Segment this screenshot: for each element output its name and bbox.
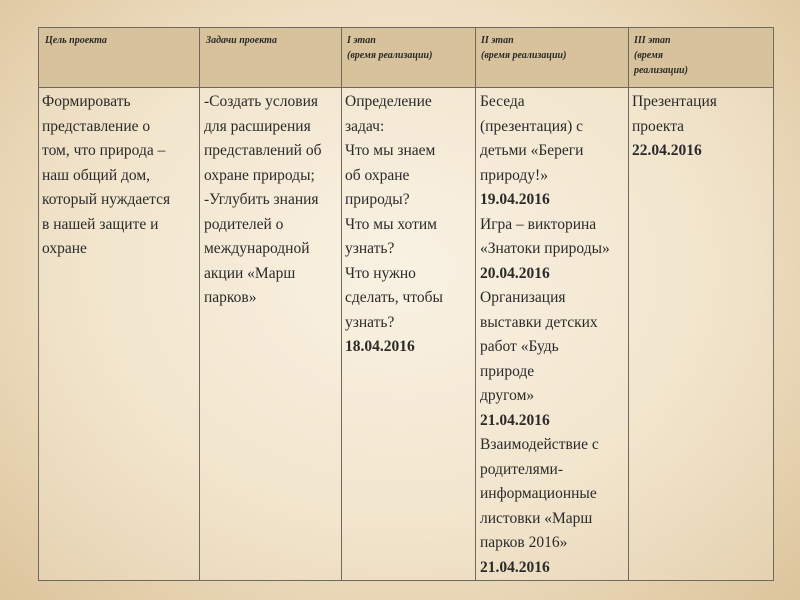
stage-3-cell: Презентация проекта 22.04.2016 (629, 88, 774, 581)
stage-2-cell: Беседа (презентация) с детьми «Береги природу!» 19.04.2016 Игра – викторина «Знатоки природы» 20.04.2016 Организация выставки детских работ «Будь природе другом» 21.04.2016 Взаимодействие с родителями- информационные листовки «Марш парков 2016» 21.04.2016 (476, 88, 629, 581)
header-tasks: Задачи проекта (200, 28, 342, 88)
table-row (39, 88, 774, 581)
project-plan-table (38, 27, 774, 581)
quiz-date: 20.04.2016 (480, 264, 550, 282)
header-goal: Цель проекта (39, 28, 200, 88)
tasks-cell: -Создать условия для расширения представлений об охране природы; -Углубить знания родителей о международной акции «Марш парков» (200, 88, 342, 581)
exhibit-date: 21.04.2016 (480, 411, 550, 429)
header-row (39, 28, 774, 88)
header-stage-3: III этап (время реализации) (629, 28, 774, 88)
goal-cell: Формировать представление о том, что природа – наш общий дом, который нуждается в нашей защите и охране (39, 88, 200, 581)
parents-date: 21.04.2016 (480, 558, 550, 576)
stage-3-date: 22.04.2016 (632, 142, 702, 159)
stage-1-cell: Определение задач: Что мы знаем об охране природы? Что мы хотим узнать? Что нужно сделать, чтобы узнать? 18.04.2016 (342, 88, 476, 581)
talk-date: 19.04.2016 (480, 191, 550, 208)
stage-1-date: 18.04.2016 (345, 338, 415, 355)
header-stage-2: II этап (время реализации) (476, 28, 629, 88)
header-stage-1: I этап (время реализации) (342, 28, 476, 88)
